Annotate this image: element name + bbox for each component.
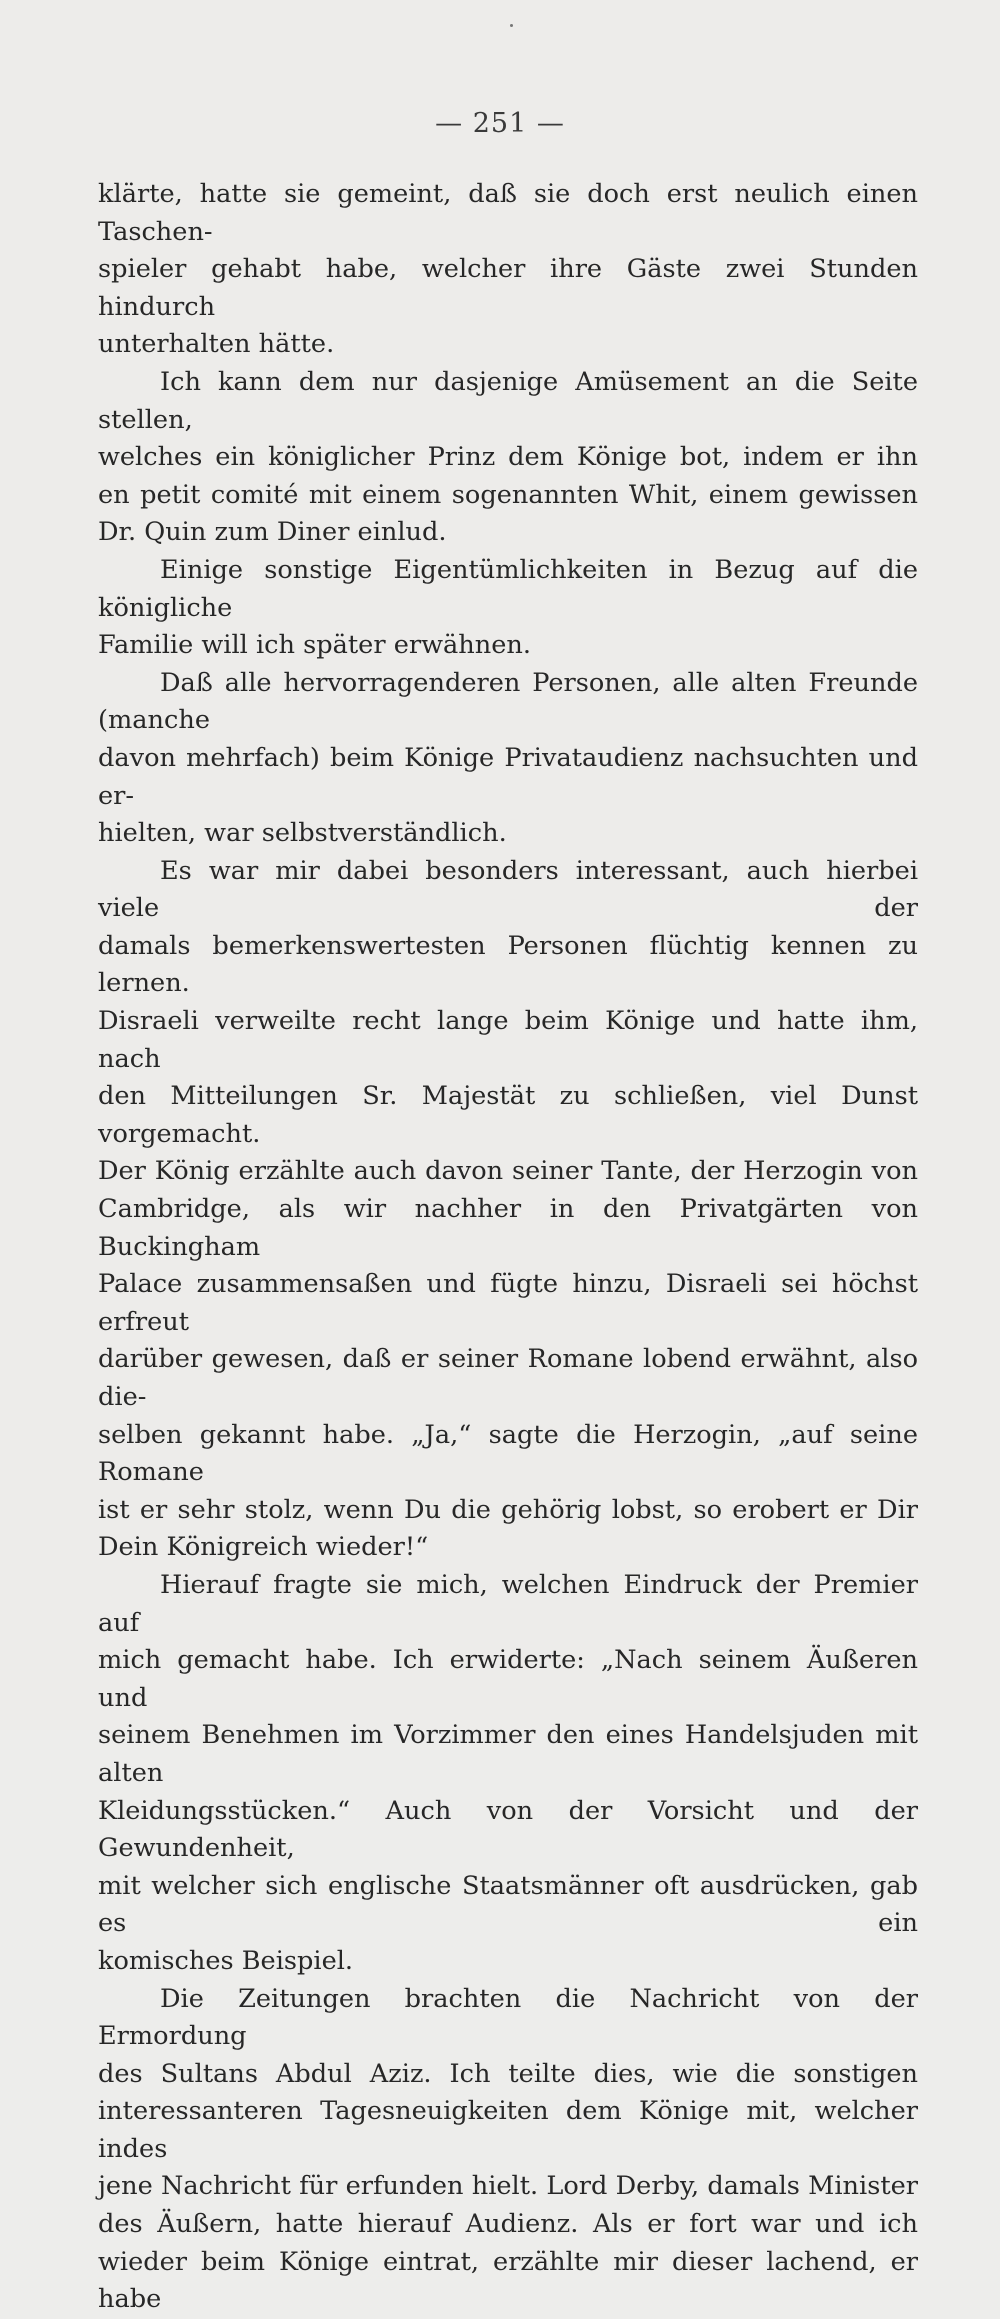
text-line: unterhalten hätte. xyxy=(98,329,335,360)
text-line: Familie will ich später erwähnen. xyxy=(98,630,531,661)
text-line: Cambridge, als wir nachher in den Privatgärten von Buckingham xyxy=(98,1194,918,1262)
text-line: Kleidungsstücken.“ Auch von der Vorsicht und der Gewundenheit, xyxy=(98,1795,918,1864)
text-line: darüber gewesen, daß er seiner Romane lobend erwähnt, also die- xyxy=(98,1344,918,1412)
text-line: welches ein königlicher Prinz dem Könige bot, indem er ihn xyxy=(98,442,918,473)
page-number: — 251 — xyxy=(435,108,565,139)
text-line: klärte, hatte sie gemeint, daß sie doch erst neulich einen Taschen- xyxy=(98,179,918,247)
text-line: ist er sehr stolz, wenn Du die gehörig lobst, so erobert er Dir xyxy=(98,1494,918,1525)
text-line: jene Nachricht für erfunden hielt. Lord Derby, damals Minister xyxy=(98,2171,918,2202)
text-line: Ich kann dem nur dasjenige Amüsement an die Seite stellen, xyxy=(98,366,918,435)
text-line: wieder beim Könige eintrat, erzählte mir dieser lachend, er habe xyxy=(98,2246,918,2315)
text-line: Es war mir dabei besonders interessant, auch hierbei viele der xyxy=(98,855,918,924)
text-line: seinem Benehmen im Vorzimmer den eines Handelsjuden mit alten xyxy=(98,1720,918,1788)
text-line: en petit comité mit einem sogenannten Whit, einem gewissen xyxy=(98,479,918,510)
text-line: Der König erzählte auch davon seiner Tante, der Herzogin von xyxy=(98,1156,918,1187)
text-line: Hierauf fragte sie mich, welchen Eindruck der Premier auf xyxy=(98,1569,918,1638)
text-line: mich gemacht habe. Ich erwiderte: „Nach seinem Äußeren und xyxy=(98,1645,918,1713)
text-line: Dr. Quin zum Diner einlud. xyxy=(98,517,447,548)
text-line: Disraeli verweilte recht lange beim Könige und hatte ihm, nach xyxy=(98,1006,918,1074)
text-line: selben gekannt habe. „Ja,“ sagte die Herzogin, „auf seine Romane xyxy=(98,1419,918,1488)
text-line: spieler gehabt habe, welcher ihre Gäste zwei Stunden hindurch xyxy=(98,254,918,322)
text-line: Dein Königreich wieder!“ xyxy=(98,1532,429,1563)
text-line: davon mehrfach) beim Könige Privataudienz nachsuchten und er- xyxy=(98,742,918,811)
text-line: komisches Beispiel. xyxy=(98,1945,354,1976)
print-speck xyxy=(510,24,513,27)
text-line: des Äußern, hatte hierauf Audienz. Als er fort war und ich xyxy=(98,2209,918,2240)
text-line: hielten, war selbstverständlich. xyxy=(98,818,507,849)
body-text xyxy=(98,176,918,2319)
text-line: Daß alle hervorragenderen Personen, alle alten Freunde (manche xyxy=(98,667,918,736)
text-line: damals bemerkenswertesten Personen flüchtig kennen zu lernen. xyxy=(98,930,918,999)
text-line: mit welcher sich englische Staatsmänner oft ausdrücken, gab es ein xyxy=(98,1870,918,1939)
text-line: Palace zusammensaßen und fügte hinzu, Disraeli sei höchst erfreut xyxy=(98,1269,918,1337)
text-line: Einige sonstige Eigentümlichkeiten in Bezug auf die königliche xyxy=(98,554,918,623)
text-line: Die Zeitungen brachten die Nachricht von der Ermordung xyxy=(98,1983,918,2052)
text-line: des Sultans Abdul Aziz. Ich teilte dies, wie die sonstigen xyxy=(98,2058,918,2089)
text-line: den Mitteilungen Sr. Majestät zu schließen, viel Dunst vorgemacht. xyxy=(98,1081,918,1149)
text-line: interessanteren Tagesneuigkeiten dem Könige mit, welcher indes xyxy=(98,2096,918,2164)
